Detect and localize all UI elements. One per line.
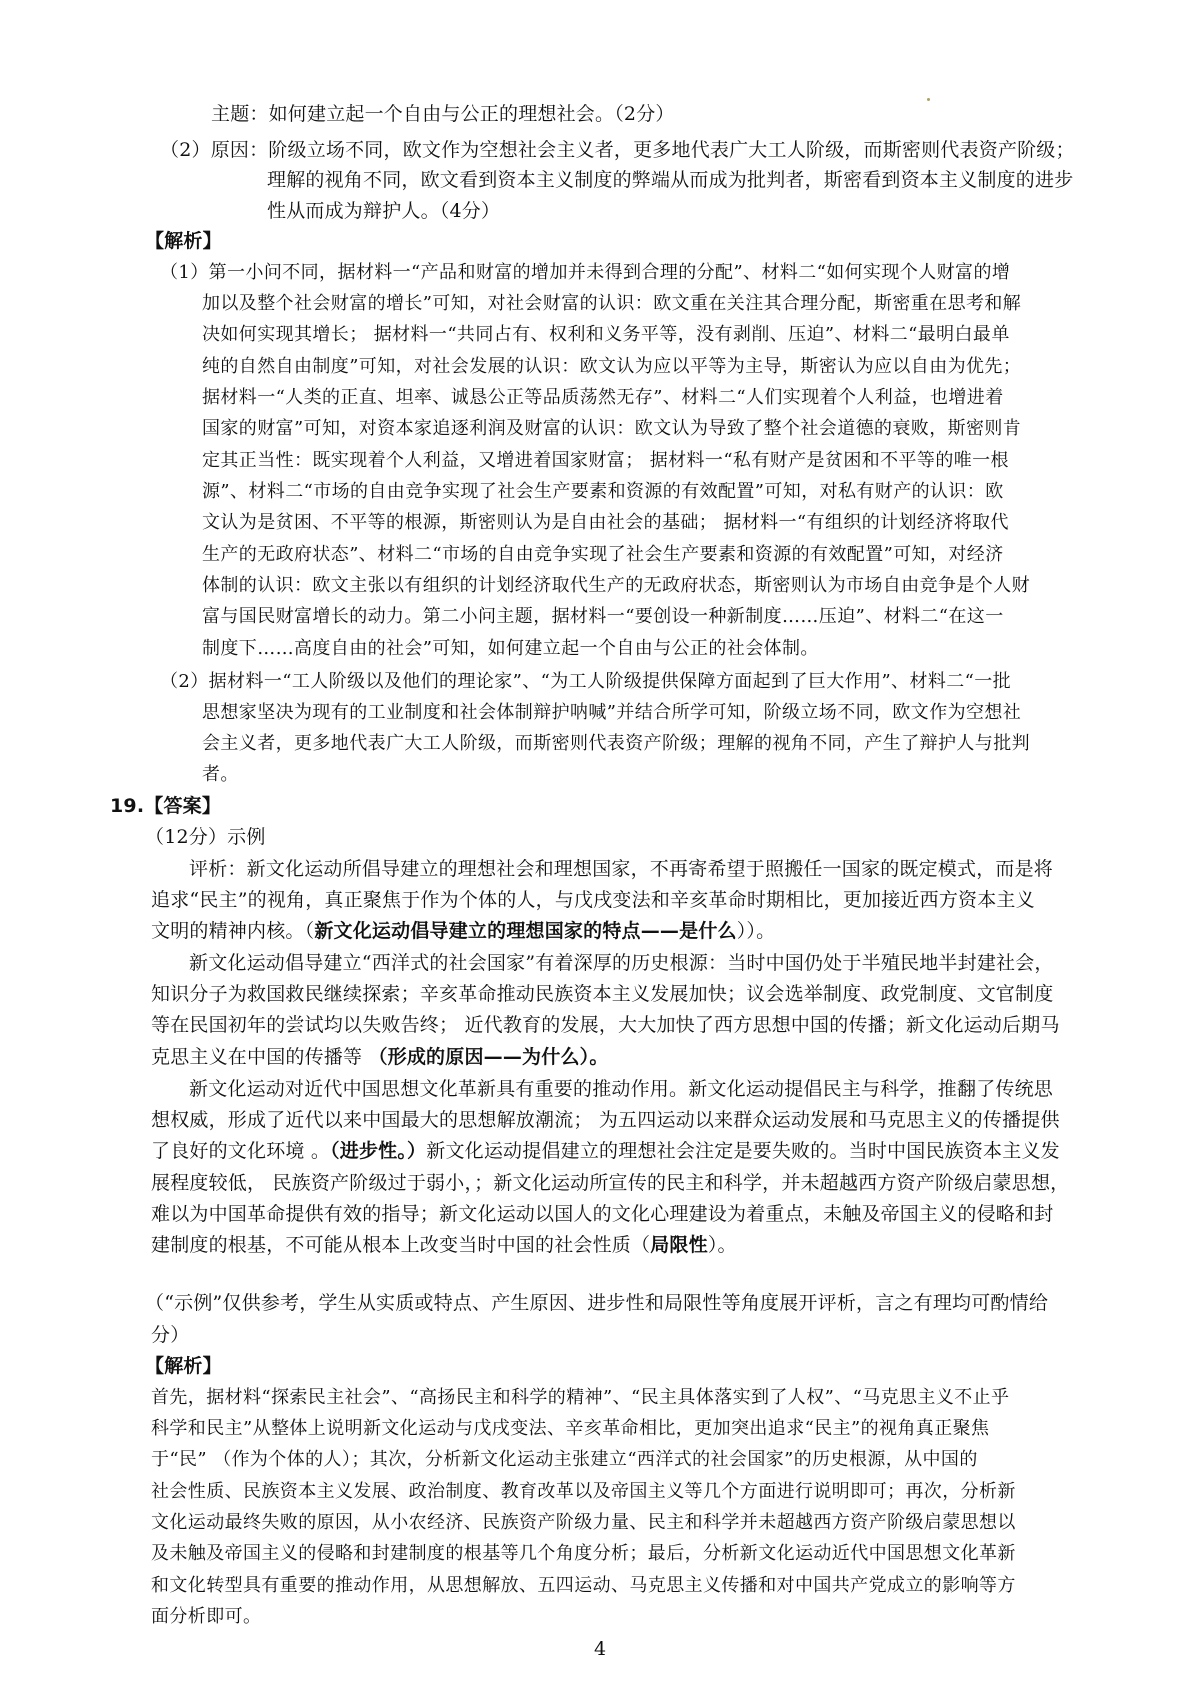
commentary-p3-line-3 <box>151 1138 1060 1164</box>
analysis-1-line-9: 文认为是贫困、不平等的根源，斯密则认为是自由社会的基础； 据材料一“有组织的计划经济将取代 <box>202 512 1009 533</box>
answer-reason-line-3: 性从而成为辩护人。（4分） <box>267 200 501 222</box>
commentary-p1-bold-note: 新文化运动倡导建立的理想国家的特点——是什么 <box>314 920 737 942</box>
commentary-p2-bold-note: （形成的原因——为什么）。 <box>368 1046 609 1068</box>
commentary-p3-line-2: 想权威，形成了近代以来中国最大的思想解放潮流； 为五四运动以来群众运动发展和马克思主义的传播提供 <box>151 1109 1060 1131</box>
analysis-19-line-7: 和文化转型具有重要的推动作用，从思想解放、五四运动、马克思主义传播和对中国共产党成立的影响等方 <box>151 1575 1016 1596</box>
commentary-p1-line-1: 评析：新文化运动所倡导建立的理想社会和理想国家，不再寄希望于照搬任一国家的既定模式，而是将 <box>189 858 1054 880</box>
commentary-p3-line-1: 新文化运动对近代中国思想文化革新具有重要的推动作用。新文化运动提倡民主与科学，推翻了传统思 <box>189 1078 1054 1100</box>
analysis-19-line-4: 社会性质、民族资本主义发展、政治制度、教育改革以及帝国主义等几个方面进行说明即可；再次，分析新 <box>151 1481 1016 1502</box>
commentary-p2-line-1: 新文化运动倡导建立“西洋式的社会国家”有着深厚的历史根源：当时中国仍处于半殖民地半封建社会， <box>189 952 1054 974</box>
note-line-1: （“示例”仅供参考，学生从实质或特点、产生原因、进步性和局限性等角度展开评析，言之有理均可酌情给 <box>145 1292 1049 1314</box>
analysis-2-line-2: 思想家坚决为现有的工业制度和社会体制辩护呐喊”并结合所学可知，阶级立场不同，欧文作为空想社 <box>202 702 1022 723</box>
example-label: （12分）示例 <box>145 826 266 848</box>
answer-reason-line-2: 理解的视角不同，欧文看到资本主义制度的弊端从而成为批判者，斯密看到资本主义制度的进步 <box>267 169 1074 191</box>
analysis-19-line-5: 文化运动最终失败的原因，从小农经济、民族资产阶级力量、民主和科学并未超越西方资产阶级启蒙思想以 <box>151 1512 1016 1533</box>
analysis-1-line-10: 生产的无政府状态”、材料二“市场的自由竞争实现了社会生产要素和资源的有效配置”可知，对经济 <box>202 544 1004 565</box>
note-line-2: 分） <box>151 1324 190 1346</box>
page-number: 4 <box>593 1638 607 1660</box>
commentary-p2-line-3: 等在民国初年的尝试均以失败告终； 近代教育的发展，大大加快了西方思想中国的传播；新文化运动后期马 <box>151 1014 1060 1036</box>
analysis-1-line-1: （1）第一小问不同，据材料一“产品和财富的增加并未得到合理的分配”、材料二“如何实现个人财富的增 <box>160 262 1011 283</box>
analysis-19-line-6: 及未触及帝国主义的侵略和封建制度的根基等几个角度分析；最后，分析新文化运动近代中国思想文化革新 <box>151 1543 1016 1564</box>
analysis-1-line-5: 据材料一“人类的正直、坦率、诚恳公正等品质荡然无存”、材料二“人们实现着个人利益，也增进着 <box>202 387 1004 408</box>
commentary-p3-line-6 <box>151 1232 737 1258</box>
commentary-p2-line-2: 知识分子为救国救民继续探索；辛亥革命推动民族资本主义发展加快；议会选举制度、政党制度、文官制度 <box>151 983 1054 1005</box>
commentary-p3-bold-note-2: 局限性 <box>650 1234 708 1256</box>
answer-reason-line-1: （2）原因：阶级立场不同，欧文作为空想社会主义者，更多地代表广大工人阶级，而斯密则代表资产阶级； <box>160 139 1075 161</box>
commentary-p2-line-4 <box>151 1044 609 1070</box>
analysis-19-line-1: 首先，据材料“探索民主社会”、“高扬民主和科学的精神”、“民主具体落实到了人权”、“马克思主义不止乎 <box>151 1387 1010 1408</box>
analysis-1-line-2: 加以及整个社会财富的增长”可知，对社会财富的认识：欧文重在关注其合理分配，斯密重在思考和解 <box>202 293 1022 314</box>
commentary-p1-line-3 <box>151 918 775 944</box>
commentary-p3-bold-note: （进步性。） <box>330 1140 427 1162</box>
analysis-1-line-11: 体制的认识：欧文主张以有组织的计划经济取代生产的无政府状态，斯密则认为市场自由竞争是个人财 <box>202 575 1030 596</box>
answer-theme-line: 主题：如何建立起一个自由与公正的理想社会。（2分） <box>211 103 675 125</box>
analysis-1-line-13: 制度下……高度自由的社会”可知，如何建立起一个自由与公正的社会体制。 <box>202 638 819 659</box>
analysis-1-line-4: 纯的自然自由制度”可知，对社会发展的认识：欧文认为应以平等为主导，斯密认为应以自由为优先； <box>202 356 1022 377</box>
commentary-p1-text: 文明的精神内核。（ <box>151 920 315 942</box>
analysis-1-line-7: 定其正当性：既实现着个人利益，又增进着国家财富； 据材料一“私有财产是贫困和不平等的唯一根 <box>202 450 1009 471</box>
analysis-2-line-1: （2）据材料一“工人阶级以及他们的理论家”、“为工人阶级提供保障方面起到了巨大作用”、材料二“一批 <box>160 671 1012 692</box>
commentary-p3-text-3: 建制度的根基，不可能从根本上改变当时中国的社会性质（ <box>151 1234 651 1256</box>
analysis-heading-1: 【解析】 <box>145 230 222 252</box>
analysis-1-line-6: 国家的财富”可知，对资本家追逐利润及财富的认识：欧文认为导致了整个社会道德的衰败，斯密则肯 <box>202 418 1022 439</box>
commentary-p3-text: 了良好的文化环境 。 <box>151 1140 331 1162</box>
analysis-1-line-8: 源”、材料二“市场的自由竞争实现了社会生产要素和资源的有效配置”可知，对私有财产的认识：欧 <box>202 481 1004 502</box>
commentary-p1-close: ））。 <box>736 920 776 942</box>
analysis-heading-2: 【解析】 <box>145 1355 222 1377</box>
analysis-19-line-2: 科学和民主”从整体上说明新文化运动与戊戌变法、辛亥革命相比，更加突出追求“民主”的视角真正聚焦 <box>151 1418 990 1439</box>
analysis-19-line-8: 面分析即可。 <box>151 1606 262 1627</box>
analysis-1-line-3: 决如何实现其增长； 据材料一“共同占有、权利和义务平等，没有剥削、压迫”、材料二“最明白最单 <box>202 324 1010 345</box>
commentary-p3-text-2: 新文化运动提倡建立的理想社会注定是要失败的。当时中国民族资本主义发 <box>426 1140 1060 1162</box>
commentary-p3-line-4: 展程度较低， 民族资产阶级过于弱小，；新文化运动所宣传的民主和科学，并未超越西方资产阶级启蒙思想， <box>151 1172 1070 1194</box>
analysis-2-line-3: 会主义者，更多地代表广大工人阶级，而斯密则代表资产阶级；理解的视角不同，产生了辩护人与批判 <box>202 733 1030 754</box>
commentary-p3-close: ）。 <box>707 1234 737 1256</box>
scan-speck <box>927 98 930 101</box>
commentary-p3-line-5: 难以为中国革命提供有效的指导；新文化运动以国人的文化心理建设为着重点，未触及帝国主义的侵略和封 <box>151 1203 1054 1225</box>
commentary-p1-line-2: 追求“民主”的视角，真正聚焦于作为个体的人，与戊戌变法和辛亥革命时期相比，更加接近西方资本主义 <box>151 889 1035 911</box>
analysis-1-line-12: 富与国民财富增长的动力。第二小问主题，据材料一“要创设一种新制度……压迫”、材料二“在这一 <box>202 606 1004 627</box>
question-19-answer-heading: 19.【答案】 <box>110 795 222 817</box>
analysis-19-line-3: 于“民” （作为个体的人）；其次，分析新文化运动主张建立“西洋式的社会国家”的历史根源，从中国的 <box>151 1449 978 1470</box>
commentary-p2-text: 克思主义在中国的传播等 <box>151 1046 369 1068</box>
analysis-2-line-4: 者。 <box>202 764 239 785</box>
